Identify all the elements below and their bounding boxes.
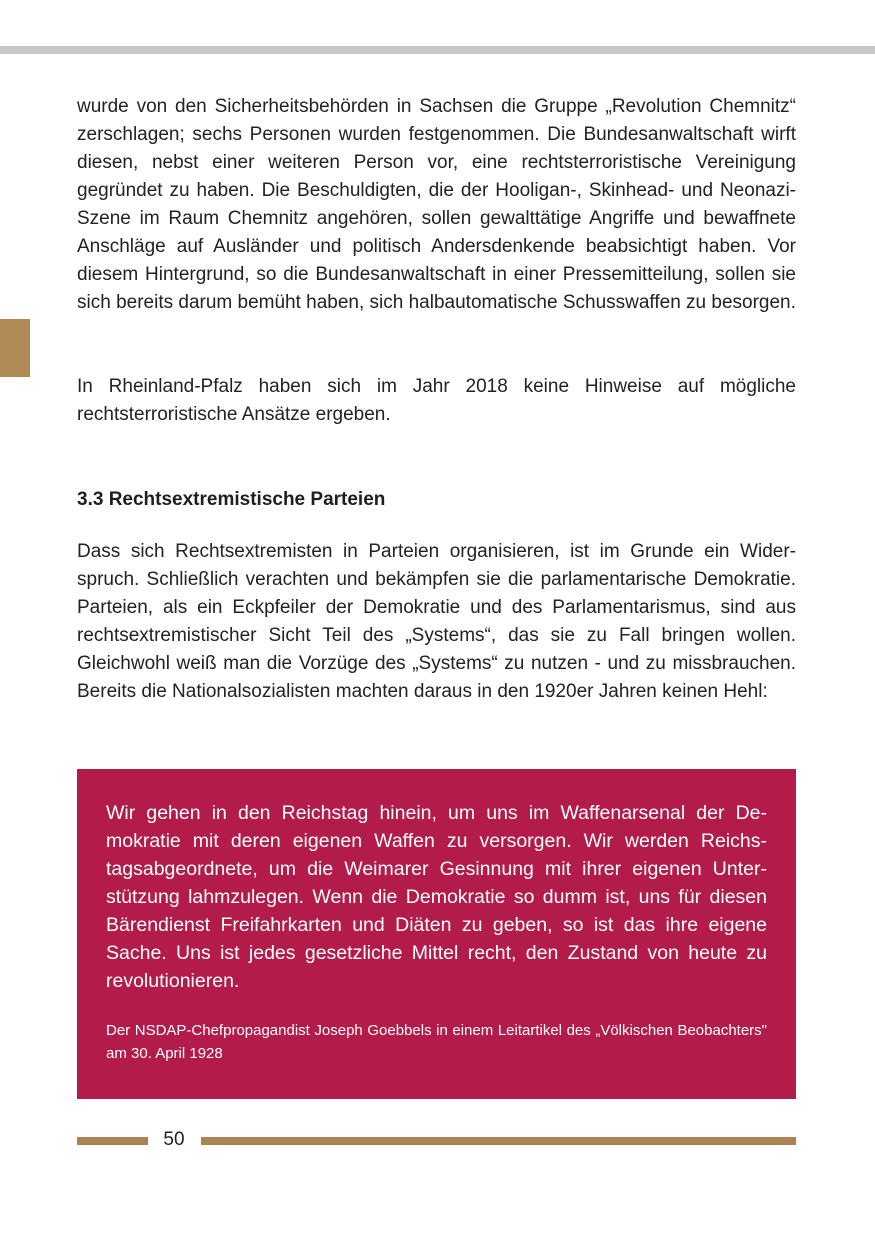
- top-rule: [0, 46, 875, 54]
- body-paragraph-2: In Rheinland-Pfalz haben sich im Jahr 2018 keine Hinweise auf mögliche rechtsterroristische Ansätze ergeben.: [77, 376, 796, 425]
- quote-text: Wir gehen in den Reichstag hinein, um uns im Waffenarsenal der Demokratie mit deren eigenen Waffen zu versorgen. Wir werden Reichstagsabgeordnete, um die Weimarer Gesinnung mit ihrer eigenen Unterstützung lahmzulegen. Wenn die Demokratie so dumm ist, uns für diesen Bärendienst Freifahrkarten und Diäten zu geben, so ist das ihre eigene Sache. Uns ist jedes gesetzliche Mittel recht, den Zustand von heute zu revolutionieren.: [106, 802, 767, 992]
- section-heading: 3.3 Rechtsextremistische Parteien: [77, 489, 386, 510]
- footer-bar-left: [77, 1137, 148, 1145]
- chapter-marker-tab: [0, 319, 30, 377]
- quote-box: [77, 769, 796, 1099]
- body-paragraph-1: wurde von den Sicherheitsbehörden in Sachsen die Gruppe „Revolution Chemnitz“ zerschlagen; sechs Personen wurden festgenommen. Die Bundesanwaltschaft wirft diesen, nebst einer weiteren Person vor, eine rechtsterroristische Vereinigung gegründet zu haben. Die Beschuldigten, die der Hooligan-, Skinhead- und Neonazi-Szene im Raum Chemnitz angehören, sollen gewalttätige Angriffe und bewaffnete Anschläge auf Ausländer und politisch Andersdenkende beabsichtigt haben. Vor diesem Hintergrund, so die Bundesanwaltschaft in einer Pressemitteilung, sollen sie sich bereits darum bemüht haben, sich halbautomatische Schusswaffen zu besorgen.: [77, 96, 796, 313]
- footer-bar-right: [201, 1137, 796, 1145]
- quote-source: Der NSDAP-Chefpropagandist Joseph Goebbels in einem Leitartikel des „Völkischen Beobachters" am 30. April 1928: [106, 1022, 767, 1062]
- page-number: 50: [163, 1129, 185, 1150]
- body-paragraph-3: Dass sich Rechtsextremisten in Parteien organisieren, ist im Grunde ein Widerspruch. Schließlich verachten und bekämpfen sie die parlamentarische Demokratie. Parteien, als ein Eckpfeiler der Demokratie und des Parlamentarismus, sind aus rechtsextremistischer Sicht Teil des „Systems“, das sie zu Fall bringen wollen. Gleichwohl weiß man die Vorzüge des „Systems“ zu nutzen - und zu missbrauchen. Bereits die Nationalsozialisten machten daraus in den 1920er Jahren keinen Hehl:: [77, 541, 796, 702]
